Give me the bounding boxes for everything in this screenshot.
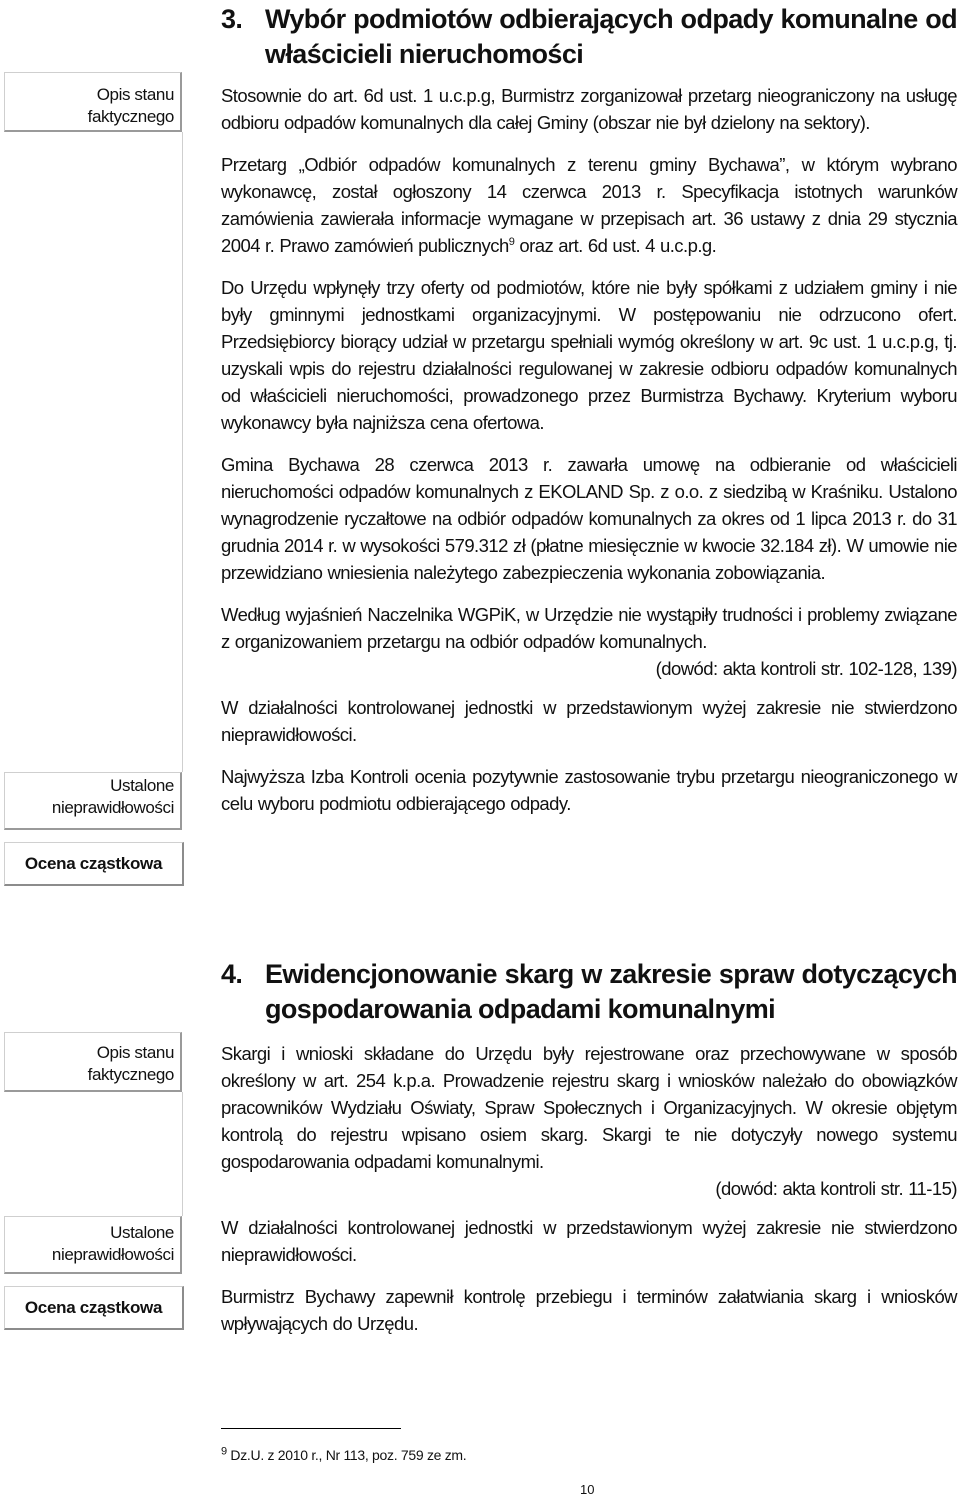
section-3 bbox=[221, 2, 957, 72]
opis-stanu-label-2: Opis stanu faktycznego bbox=[87, 1043, 174, 1084]
s3-paragraph-4: Gmina Bychawa 28 czerwca 2013 r. zawarła umowę na odbieranie od właścicieli nieruchomości odpadów komunalnych z EKOLAND Sp. z o.o. z siedzibą w Kraśniku. Ustalono wynagrodzenie ryczałtowe na odbiór odpadów komunalnych za okres od 1 lipca 2013 r. do 31 grudnia 2014 r. w wysokości 579.312 zł (płatne miesięcznie w kwocie 32.184 zł). W umowie nie przewidziano wniesienia należytego zabezpieczenia wykonania zobowiązania. bbox=[221, 454, 957, 583]
s3-paragraph-3: Do Urzędu wpłynęły trzy oferty od podmiotów, które nie były spółkami z udziałem gminy i nie były gminnymi jednostkami organizacyjnymi. W postępowaniu nie odrzucono ofert. Przedsiębiorcy biorący udział w przetargu spełniali wymóg określony w art. 9c ust. 1 u.c.p.g, tj. uzyskali wpis do rejestru działalności regulowanej w zakresie odbioru odpadów komunalnych od właścicieli nieruchomości, prowadzonego przez Burmistrza Bychawy. Kryterium wyboru wykonawcy była najniższa cena ofertowa. bbox=[221, 277, 957, 433]
s3-assessment: Najwyższa Izba Kontroli ocenia pozytywnie zastosowanie trybu przetargu nieograniczonego w celu wyboru podmiotu odbierającego odpady. bbox=[221, 766, 957, 814]
ustalone-label-1: Ustalone nieprawidłowości bbox=[51, 776, 174, 817]
section-4-heading bbox=[221, 957, 957, 1027]
section-4-title: Ewidencjonowanie skarg w zakresie spraw dotyczących gospodarowania odpadami komunalnymi bbox=[265, 959, 957, 1024]
ocena-czastkowa-label-1: Ocena cząstkowa bbox=[4, 842, 184, 886]
s4-paragraph-1: Skargi i wnioski składane do Urzędu były rejestrowane oraz przechowywane w sposób określony w art. 254 k.p.a. Prowadzenie rejestru skarg i wniosków należało do obowiązków pracowników Wydziału Oświaty, Spraw Społecznych i Organizacyjnych. W okresie objętym kontrolą do rejestru wpisano osiem skarg. Skargi te nie dotyczyły nowego systemu gospodarowania odpadami komunalnymi. bbox=[221, 1043, 957, 1172]
ustalone-label-2: Ustalone nieprawidłowości bbox=[51, 1223, 174, 1264]
ocena-czastkowa-label-2: Ocena cząstkowa bbox=[4, 1286, 184, 1330]
section-4-body bbox=[221, 1040, 957, 1337]
s4-findings: W działalności kontrolowanej jednostki w przedstawionym wyżej zakresie nie stwierdzono nieprawidłowości. bbox=[221, 1217, 957, 1265]
page-number: 10 bbox=[580, 1482, 595, 1497]
s3-paragraph-2: Przetarg „Odbiór odpadów komunalnych z terenu gminy Bychawa”, w którym wybrano wykonawcę, został ogłoszony 14 czerwca 2013 r. Specyfikacja istotnych warunków zamówienia zawierała informacje wymagane w przepisach art. 36 ustawy z dnia 29 stycznia 2004 r. Prawo zamówień publicznych$^9$ oraz art. 6d ust. 4 u.c.p.g. bbox=[221, 154, 957, 256]
s3-evidence: (dowód: akta kontroli str. 102-128, 139) bbox=[655, 658, 957, 679]
opis-stanu-label-1: Opis stanu faktycznego bbox=[87, 85, 174, 126]
s3-paragraph-1: Stosownie do art. 6d ust. 1 u.c.p.g, Burmistrz zorganizował przetarg nieograniczony na usługę odbioru odpadów komunalnych dla całej Gminy (obszar nie był dzielony na sektory). bbox=[221, 85, 957, 133]
section-3-heading bbox=[221, 2, 957, 72]
section-3-number: 3. bbox=[221, 4, 243, 34]
s3-paragraph-5: Według wyjaśnień Naczelnika WGPiK, w Urzędzie nie wystąpiły trudności i problemy związane z organizowaniem przetargu na odbiór odpadów komunalnych. bbox=[221, 604, 957, 652]
s4-evidence: (dowód: akta kontroli str. 11-15) bbox=[715, 1178, 957, 1199]
margin-rule-1 bbox=[182, 132, 183, 772]
section-3-body bbox=[221, 82, 957, 817]
footnote: $^9$ Dz.U. z 2010 r., Nr 113, poz. 759 ze zm. bbox=[221, 1445, 467, 1463]
footnote-ref: 9 bbox=[508, 235, 515, 248]
s3-findings: W działalności kontrolowanej jednostki w przedstawionym wyżej zakresie nie stwierdzono nieprawidłowości. bbox=[221, 697, 957, 745]
footnote-rule bbox=[221, 1428, 401, 1429]
section-3-title: Wybór podmiotów odbierających odpady komunalne od właścicieli nieruchomości bbox=[265, 4, 957, 69]
margin-rule-2 bbox=[182, 1092, 183, 1216]
section-4-number: 4. bbox=[221, 959, 243, 989]
s4-assessment: Burmistrz Bychawy zapewnił kontrolę przebiegu i terminów załatwiania skarg i wniosków wpływających do Urzędu. bbox=[221, 1286, 957, 1334]
section-4 bbox=[221, 957, 957, 1027]
